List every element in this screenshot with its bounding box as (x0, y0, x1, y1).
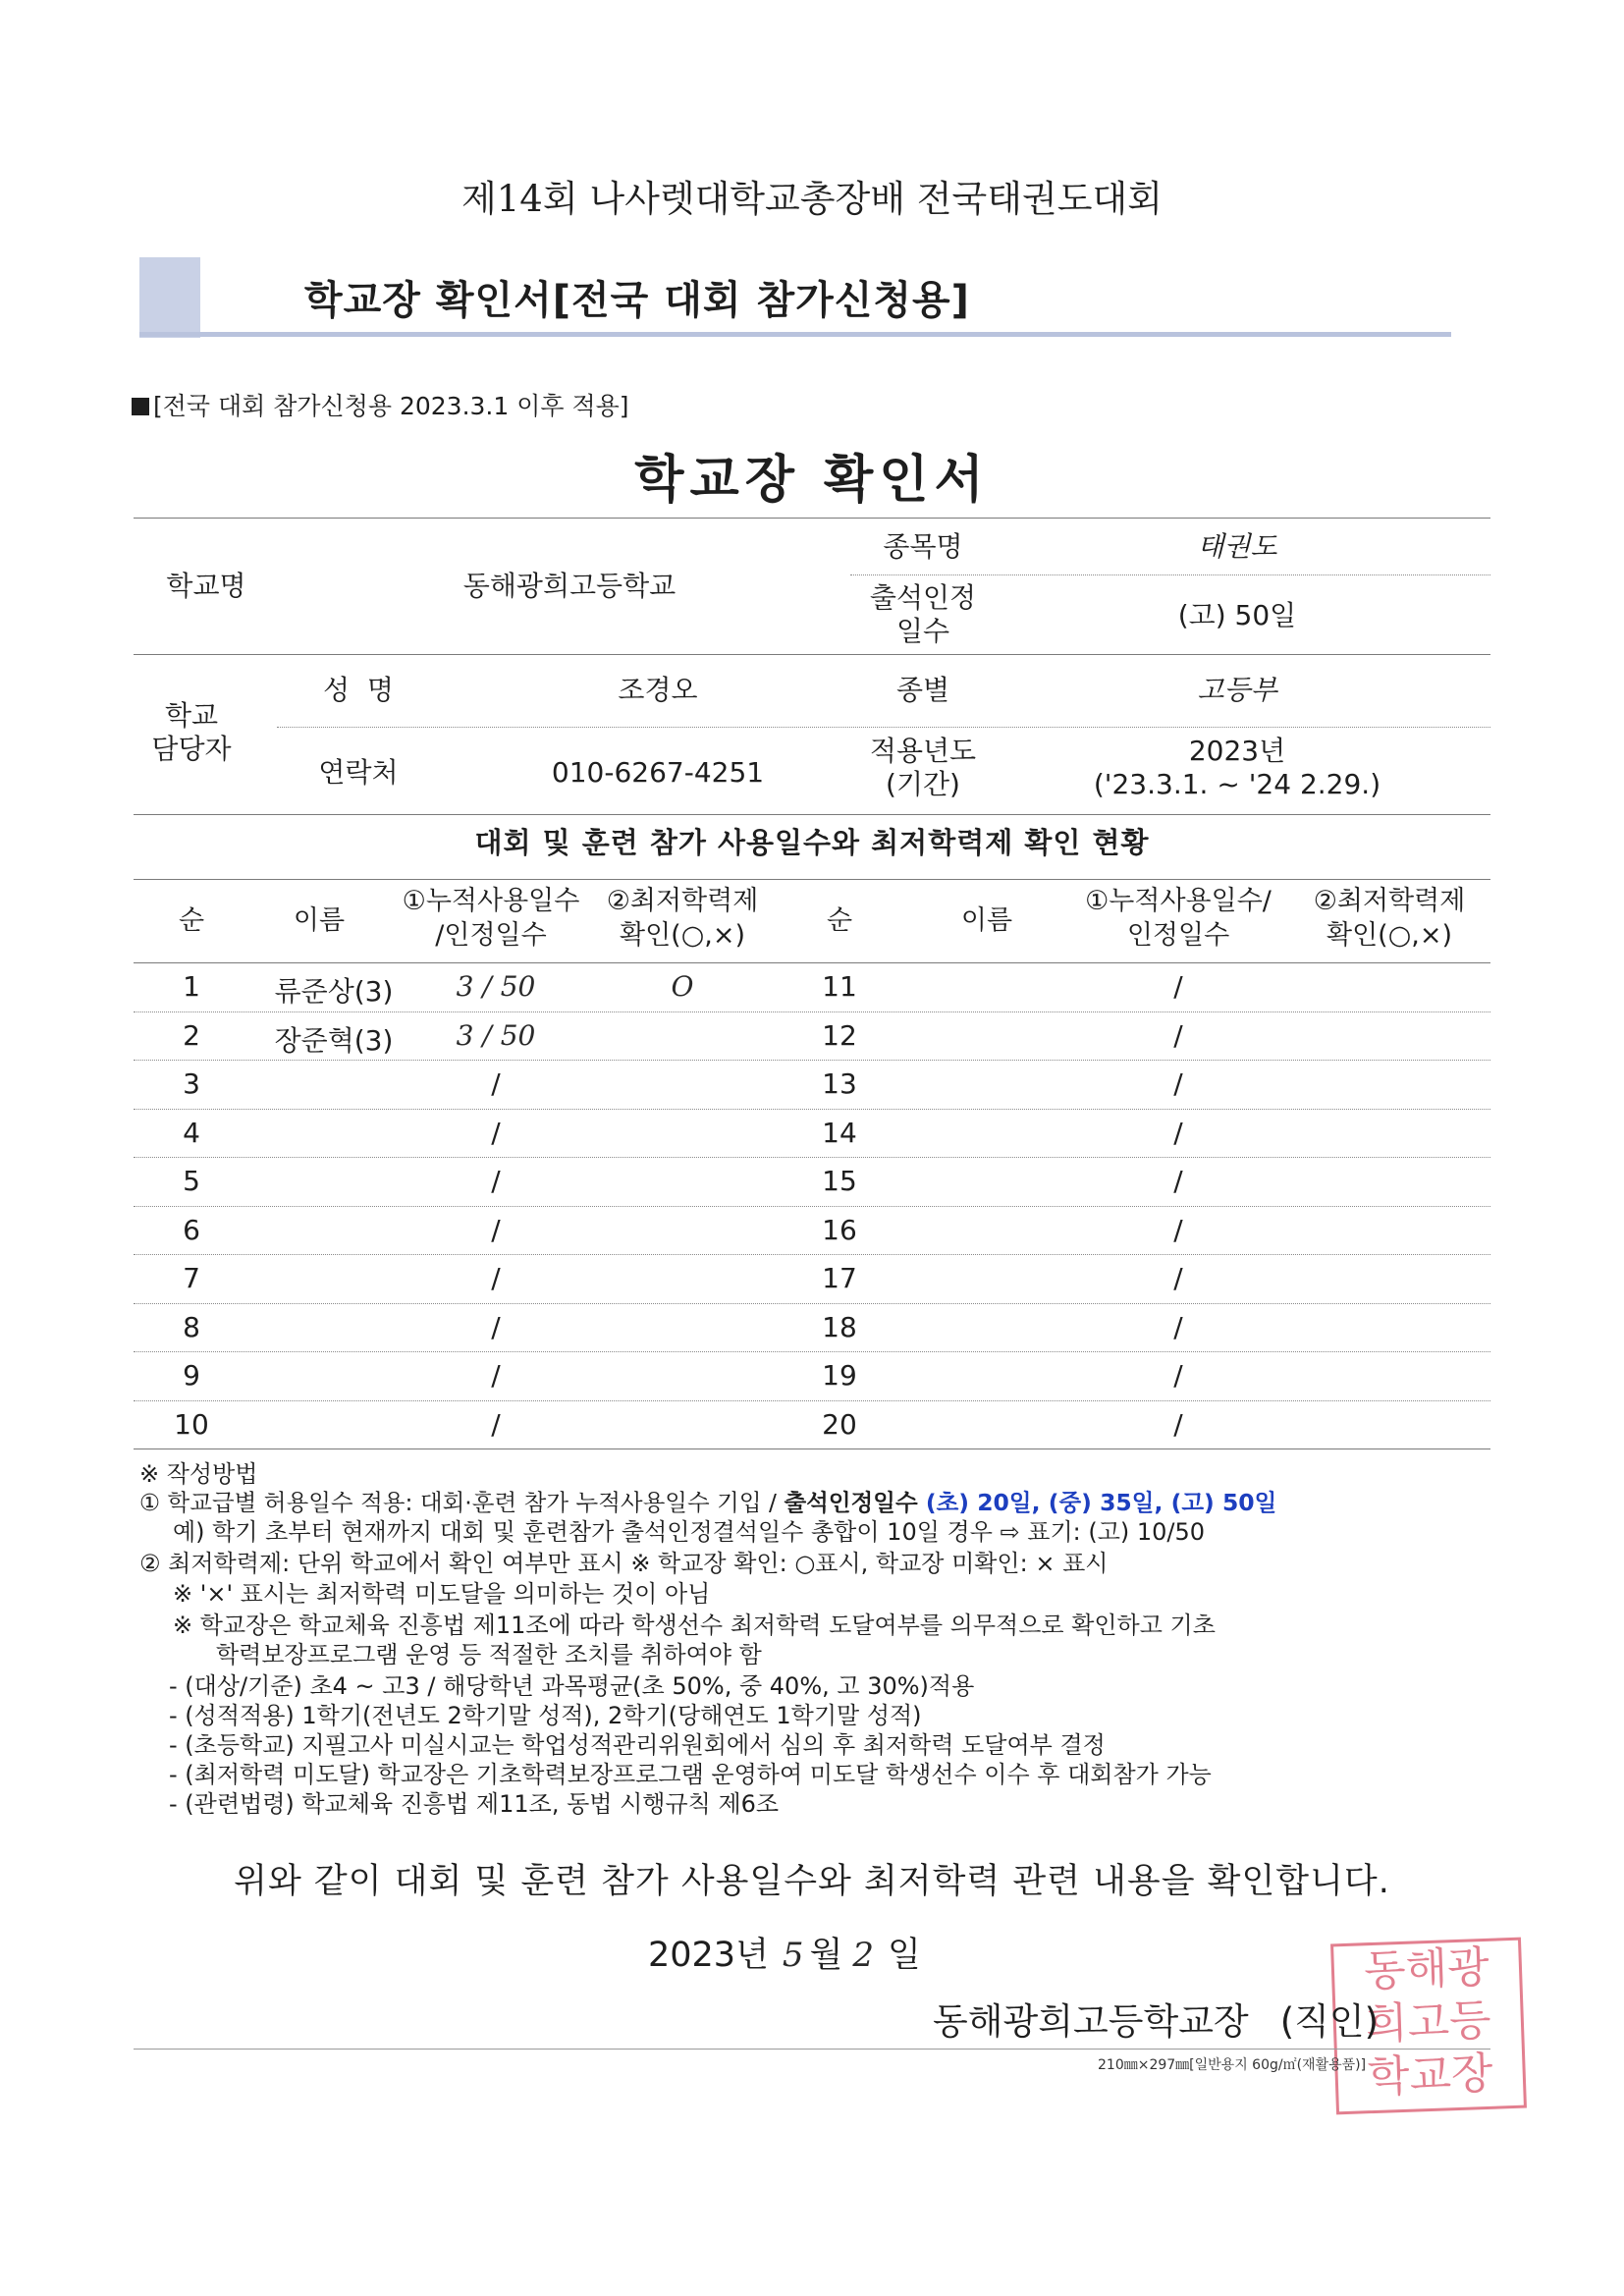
note-1-text: ① 학교급별 허용일수 적용: 대회·훈련 참가 누적사용일수 기입 / (139, 1489, 785, 1516)
col-name-left: 이름 (293, 905, 346, 936)
table-row-divider (134, 1157, 1490, 1158)
col-min-right (1286, 884, 1492, 953)
used-days: / (1173, 1116, 1183, 1149)
used-days: / (491, 1165, 501, 1197)
col-days-right-line1: ①누적사용일수/ (1085, 886, 1272, 916)
used-days: / (1173, 1407, 1183, 1441)
used-days: / (491, 1310, 501, 1343)
manager-name: 조경오 (618, 674, 698, 706)
row-number: 9 (183, 1359, 200, 1392)
table-row-divider (134, 1400, 1490, 1401)
note-bullet-grades: - (성적적용) 1학기(전년도 2학기말 성적), 2학기(당해연도 1학기말 성적) (169, 1702, 922, 1729)
table-row-divider (134, 1254, 1490, 1255)
school-label: 학교명 (166, 570, 246, 602)
col-days-left-line1: ①누적사용일수 (402, 886, 580, 916)
used-days: / (1173, 1165, 1183, 1197)
year-label-line1: 적용년도 (869, 735, 977, 767)
row-number: 3 (183, 1067, 200, 1100)
row-number: 2 (183, 1018, 200, 1052)
note-1-emphasis: 출석인정일수 (784, 1489, 918, 1516)
used-days: / (1173, 1359, 1183, 1392)
col-days-right (1070, 884, 1286, 953)
row-divider (134, 654, 1490, 655)
row-number: 5 (183, 1165, 200, 1197)
period-text: ('23.3.1. ~ '24 2.29.) (1093, 768, 1381, 800)
row-number: 8 (183, 1310, 200, 1343)
row-number: 6 (183, 1213, 200, 1246)
col-name-right: 이름 (960, 905, 1013, 936)
row-number: 12 (822, 1018, 857, 1052)
row-number: 14 (822, 1116, 857, 1149)
table-top-rule (134, 879, 1490, 880)
date-year: 2023년 (648, 1936, 769, 1975)
header-bottom-rule (134, 962, 1490, 963)
used-days: / (1173, 1067, 1183, 1100)
used-days: / (491, 1067, 501, 1100)
row-number: 18 (822, 1310, 857, 1343)
note-bullet-elementary: - (초등학교) 지필고사 미실시교는 학업성적관리위원회에서 심의 후 최저학력 도달여부 결정 (169, 1731, 1106, 1759)
student-name: 장준혁(3) (274, 1023, 394, 1057)
table-row-divider (134, 1206, 1490, 1207)
sport-value: 태권도 (1197, 530, 1277, 563)
col-min-left-line2: 확인(○,×) (620, 920, 745, 951)
note-2-x-meaning: ※ '×' 표시는 최저학력 미도달을 의미하는 것이 아님 (173, 1580, 711, 1608)
used-days: / (1173, 1262, 1183, 1294)
date-day-label: 일 (887, 1936, 921, 1975)
seal-lettering: 희고등 (1365, 1995, 1492, 2050)
attendance-label (844, 581, 1001, 648)
row-number: 20 (822, 1407, 857, 1441)
attendance-label-line1: 출석인정 (869, 581, 977, 614)
row-number: 13 (822, 1067, 857, 1100)
row-divider (277, 727, 1490, 728)
status-title: 대회 및 훈련 참가 사용일수와 최저학력제 확인 현황 (474, 826, 1150, 859)
col-days-right-line2: 인정일수 (1126, 920, 1230, 951)
title-band-accent (139, 257, 200, 338)
row-number: 16 (822, 1213, 857, 1246)
date-day-handwritten: 2 (852, 1936, 874, 1975)
attendance-value: (고) 50일 (1177, 599, 1297, 631)
used-days: / (1173, 1018, 1183, 1052)
used-days: 3 / 50 (456, 1018, 536, 1052)
table-row-divider (134, 1060, 1490, 1061)
used-days: / (1173, 1213, 1183, 1246)
seal-lettering: 동해광 (1363, 1941, 1490, 1997)
col-min-right-line1: ②최저학력제 (1313, 886, 1466, 916)
min-academic-check: O (671, 970, 694, 1003)
table-row-divider (134, 1011, 1490, 1012)
seal-lettering: 학교장 (1367, 2048, 1494, 2104)
school-name: 동해광희고등학교 (462, 570, 677, 602)
date-month-label: 월 (809, 1936, 843, 1975)
col-min-left-line1: ②최저학력제 (606, 886, 759, 916)
date-month-handwritten: 5 (782, 1936, 804, 1975)
col-days-left (393, 884, 589, 953)
manager-label-line2: 담당자 (151, 733, 232, 765)
note-2-law-line2: 학력보장프로그램 운영 등 적절한 조치를 취하여야 함 (216, 1641, 762, 1668)
table-row-divider (134, 1303, 1490, 1304)
used-days: / (491, 1359, 501, 1392)
note-2: ② 최저학력제: 단위 학교에서 확인 여부만 표시 ※ 학교장 확인: ○표시, 학교장 미확인: × 표시 (139, 1550, 1109, 1577)
row-divider (850, 574, 1490, 575)
signer-line (933, 1992, 1379, 2045)
seal-label: (직인) (1279, 2000, 1380, 2043)
row-number: 19 (822, 1359, 857, 1392)
apply-note-text: [전국 대회 참가신청용 2023.3.1 이후 적용] (153, 392, 629, 420)
used-days: / (491, 1262, 501, 1294)
col-min-left (589, 884, 776, 953)
table-top-rule (134, 518, 1490, 519)
note-bullet-target: - (대상/기준) 초4 ~ 고3 / 해당학년 과목평균(초 50%, 중 40%, 고 30%)적용 (169, 1672, 975, 1700)
phone-number: 010-6267-4251 (551, 756, 765, 789)
used-days: / (491, 1407, 501, 1441)
col-no-left: 순 (178, 905, 205, 936)
title-band-underline (139, 332, 1451, 337)
row-number: 17 (822, 1262, 857, 1294)
used-days: / (1173, 1310, 1183, 1343)
used-days: / (491, 1116, 501, 1149)
manager-label (137, 699, 245, 766)
form-title: 학교장 확인서[전국 대회 참가신청용] (304, 278, 970, 323)
sport-label: 종목명 (883, 530, 963, 563)
confirmation-statement: 위와 같이 대회 및 훈련 참가 사용일수와 최저학력 관련 내용을 확인합니다. (234, 1862, 1390, 1901)
division-label: 종별 (895, 674, 950, 706)
note-1 (139, 1488, 1276, 1517)
note-1-example: 예) 학기 초부터 현재까지 대회 및 훈련참가 출석인정결석일수 총합이 10일 경우 ⇨ 표기: (고) 10/50 (173, 1518, 1206, 1546)
manager-label-line1: 학교 (164, 699, 219, 732)
note-bullet-law: - (관련법령) 학교체육 진흥법 제11조, 동법 시행규칙 제6조 (169, 1790, 780, 1818)
row-number: 11 (822, 970, 857, 1003)
event-title: 제14회 나사렛대학교총장배 전국태권도대회 (461, 178, 1163, 220)
year-label-line2: (기간) (886, 768, 960, 800)
note-2-law-line1: ※ 학교장은 학교체육 진흥법 제11조에 따라 학생선수 최저학력 도달여부를 의무적으로 확인하고 기초 (173, 1612, 1216, 1639)
col-no-right: 순 (826, 905, 853, 936)
note-bullet-unmet: - (최저학력 미도달) 학교장은 기초학력보장프로그램 운영하여 미도달 학생선수 이수 후 대회참가 가능 (169, 1761, 1212, 1788)
col-days-left-line2: /인정일수 (435, 920, 547, 951)
document-title: 학교장 확인서 (634, 451, 990, 510)
student-name: 류준상(3) (274, 975, 394, 1008)
used-days: / (491, 1213, 501, 1246)
used-days: / (1173, 970, 1183, 1003)
used-days: 3 / 50 (456, 970, 536, 1003)
row-number: 10 (174, 1407, 209, 1441)
row-divider (134, 814, 1490, 815)
year-label (844, 735, 1001, 801)
contact-label: 연락처 (318, 756, 399, 789)
row-number: 15 (822, 1165, 857, 1197)
division-value: 고등부 (1197, 674, 1277, 706)
date-line (648, 1928, 921, 1977)
year-text: 2023년 (1188, 735, 1286, 767)
signer-name: 동해광희고등학교장 (933, 2000, 1249, 2043)
apply-note (132, 387, 629, 422)
square-bullet-icon (132, 398, 149, 415)
attendance-label-line2: 일수 (895, 615, 950, 647)
row-number: 1 (183, 970, 200, 1003)
year-value (1031, 735, 1443, 801)
notes-title: ※ 작성방법 (139, 1460, 258, 1488)
table-row-divider (134, 1109, 1490, 1110)
table-row-divider (134, 1351, 1490, 1352)
note-1-limits: (초) 20일, (중) 35일, (고) 50일 (917, 1489, 1277, 1516)
row-number: 4 (183, 1116, 200, 1149)
row-number: 7 (183, 1262, 200, 1294)
paper-spec-note: 210㎜×297㎜[일반용지 60g/㎡(재활용품)] (1098, 2057, 1367, 2073)
name-label: 성 명 (323, 674, 394, 706)
footer-rule (134, 2049, 1490, 2050)
col-min-right-line2: 확인(○,×) (1326, 920, 1452, 951)
